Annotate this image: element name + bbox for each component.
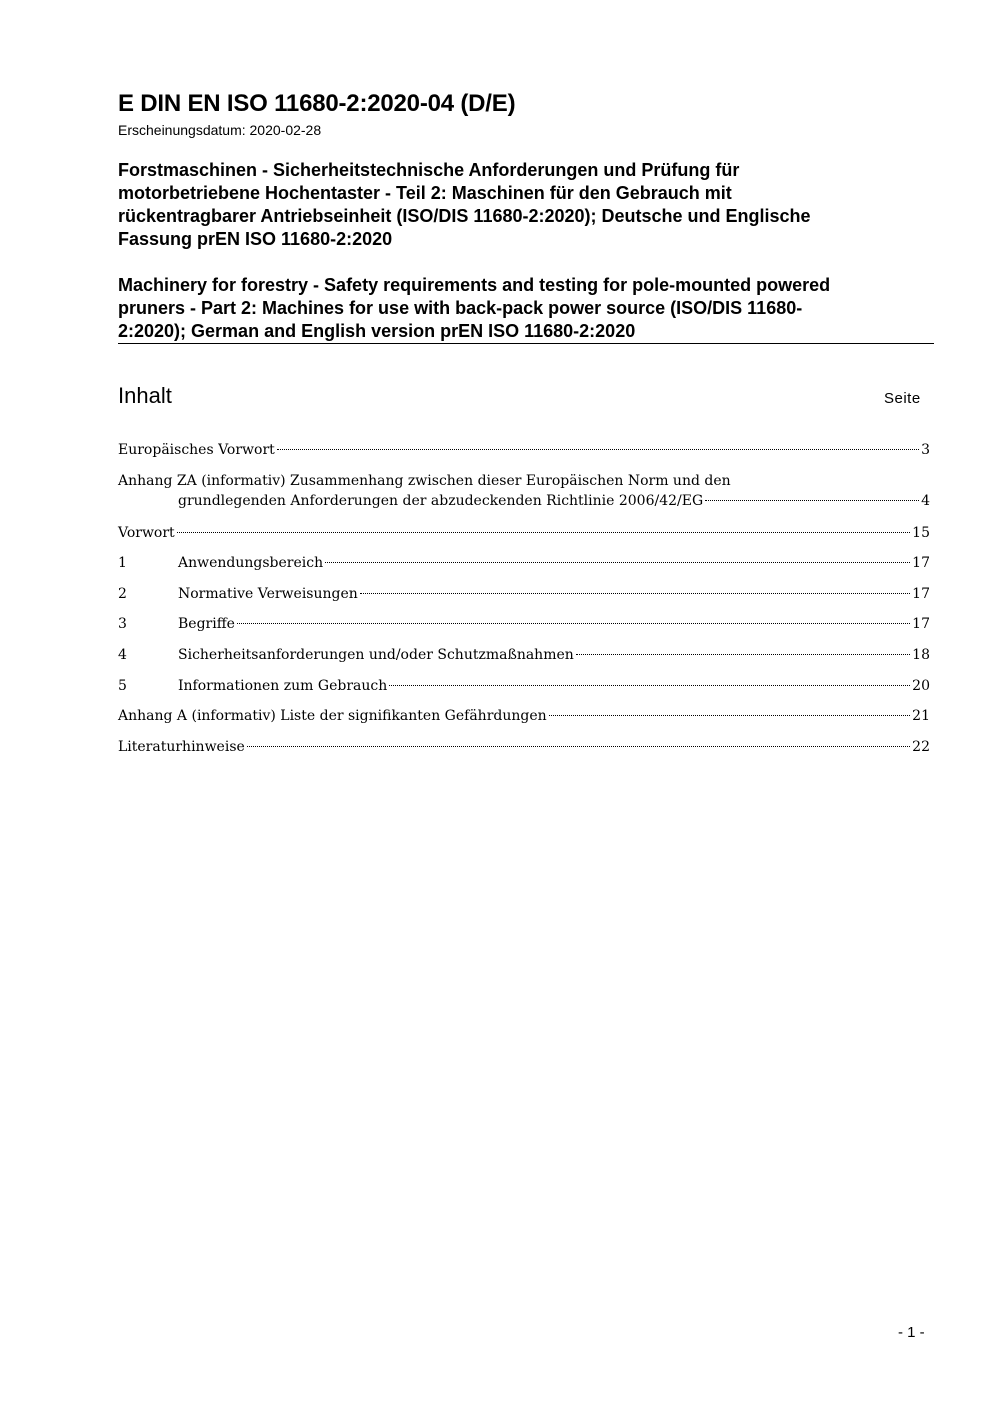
toc-entry-label: Sicherheitsanforderungen und/oder Schutzmaßnahmen: [178, 646, 574, 663]
german-title: [118, 159, 918, 251]
toc-entry-europaeisches-vorwort[interactable]: [118, 440, 930, 471]
toc-entry-vorwort[interactable]: [118, 523, 930, 554]
toc-entry-label: Anhang ZA (informativ) Zusammenhang zwischen dieser Europäischen Norm und den: [118, 472, 731, 489]
toc-entry-begriffe[interactable]: [118, 614, 930, 645]
toc-entry-informationen-zum-gebrauch[interactable]: [118, 676, 930, 707]
toc-entry-page: 17: [912, 616, 930, 633]
german-title-line: Forstmaschinen - Sicherheitstechnische Anforderungen und Prüfung für: [118, 160, 740, 180]
toc-entry-label-continuation: grundlegenden Anforderungen der abzudeckenden Richtlinie 2006/42/EG: [178, 492, 704, 509]
publication-date: Erscheinungsdatum: 2020-02-28: [118, 122, 322, 138]
english-title-line: pruners - Part 2: Machines for use with back-pack power source (ISO/DIS 11680-: [118, 298, 803, 318]
toc-entry-sicherheitsanforderungen[interactable]: [118, 645, 930, 676]
toc-entry-page: 21: [912, 708, 930, 725]
toc-entry-page: 17: [912, 585, 930, 602]
toc-entry-page: 4: [921, 492, 930, 509]
toc-entry-label: Informationen zum Gebrauch: [178, 677, 388, 694]
toc-entry-number: 2: [118, 585, 127, 602]
dot-leader: [237, 623, 910, 624]
toc-entry-number: 4: [118, 646, 127, 663]
toc-entry-page: 20: [912, 677, 930, 694]
dot-leader: [549, 715, 911, 716]
toc-entry-label: Europäisches Vorwort: [118, 442, 275, 458]
dot-leader: [705, 500, 919, 501]
toc-entry-anwendungsbereich[interactable]: [118, 553, 930, 584]
dot-leader: [247, 746, 910, 747]
toc-heading: Inhalt: [118, 383, 172, 408]
toc-entry-anhang-za[interactable]: [118, 471, 930, 523]
german-title-line: motorbetriebene Hochentaster - Teil 2: Maschinen für den Gebrauch mit: [118, 183, 732, 203]
toc-entry-literaturhinweise[interactable]: [118, 737, 930, 768]
english-title-line: 2:2020); German and English version prEN ISO 11680-2:2020: [118, 321, 636, 341]
toc-entry-label: Begriffe: [178, 616, 235, 633]
toc-entry-label: Vorwort: [118, 524, 175, 541]
header-divider: [118, 343, 934, 344]
dot-leader: [576, 654, 910, 655]
german-title-line: rückentragbarer Antriebseinheit (ISO/DIS 11680-2:2020); Deutsche und Englische: [118, 206, 811, 226]
dot-leader: [325, 562, 910, 563]
dot-leader: [360, 593, 910, 594]
toc-entry-label: Anhang A (informativ) Liste der signifikanten Gefährdungen: [118, 708, 547, 725]
toc-entry-label: Normative Verweisungen: [178, 585, 358, 602]
toc-entry-label: Anwendungsbereich: [178, 555, 324, 572]
dot-leader: [277, 449, 919, 450]
toc-page-column-label: Seite: [884, 390, 921, 407]
toc-entry-number: 5: [118, 677, 127, 694]
toc-entry-label: Literaturhinweise: [118, 738, 245, 755]
toc-entry-page: 3: [921, 442, 930, 458]
toc-entry-anhang-a[interactable]: [118, 706, 930, 737]
english-title: [118, 274, 918, 343]
dot-leader: [389, 685, 910, 686]
german-title-line: Fassung prEN ISO 11680-2:2020: [118, 229, 393, 249]
page-number: - 1 -: [898, 1324, 925, 1341]
document-title: E DIN EN ISO 11680-2:2020-04 (D/E): [118, 90, 516, 117]
toc-entry-page: 22: [912, 738, 930, 755]
english-title-line: Machinery for forestry - Safety requirements and testing for pole-mounted powered: [118, 275, 831, 295]
toc-entry-page: 18: [912, 646, 930, 663]
toc-entry-number: 1: [118, 555, 127, 572]
dot-leader: [177, 532, 910, 533]
toc-entry-page: 15: [912, 524, 930, 541]
toc-entry-normative-verweisungen[interactable]: [118, 584, 930, 615]
toc-entry-number: 3: [118, 616, 127, 633]
toc-entry-page: 17: [912, 555, 930, 572]
table-of-contents: [118, 440, 930, 767]
